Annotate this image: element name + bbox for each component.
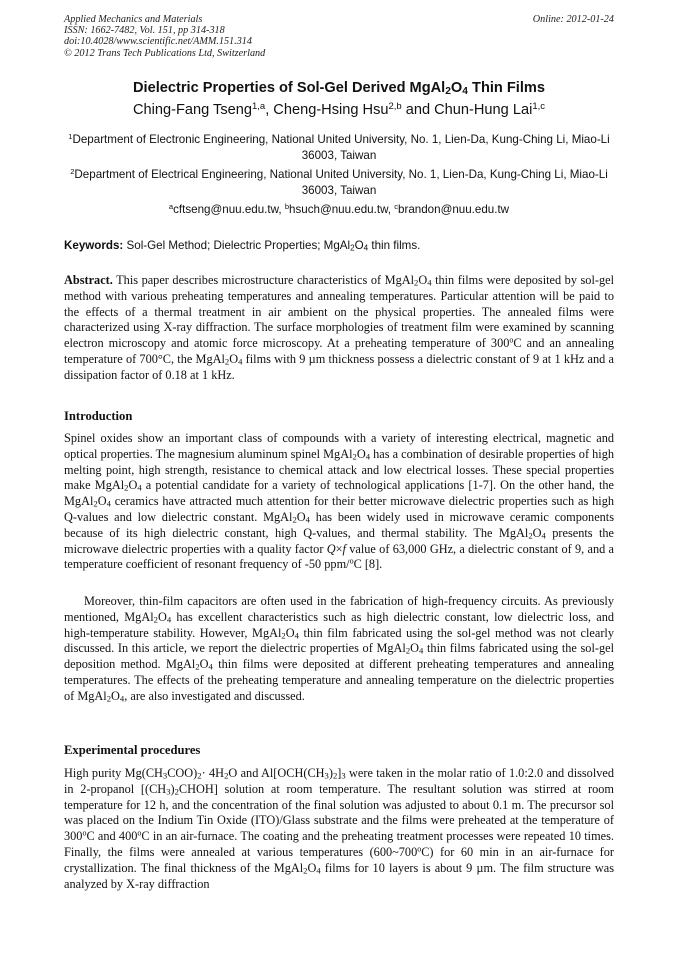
abstract-label: Abstract. xyxy=(64,273,113,287)
introduction-paragraph-2: Moreover, thin-film capacitors are often used in the fabrication of high-frequency circuits. As previously mentioned, $MgAl_2O_4$ has excellent characteristics such as high dielectric constant, low dielectric loss, and high-temperature stability. However, $MgAl_2O_4$ thin film fabricated using the sol-gel method was not clearly discussed. In this article, we report the dielectric properties of $MgAl_2O_4$ thin films fabricated using the sol-gel deposition method. $MgAl_2O_4$ thin films were deposited at different preheating temperatures and annealing temperatures. The effects of the preheating temperature and annealing temperature on the dielectric properties of $MgAl_2O_4$, are also investigated and discussed. xyxy=(64,594,615,704)
paper-authors: Ching-Fang Tseng$^{1,a}$, Cheng-Hsing Hsu$^{2,b}$ and Chun-Hung Lai$^{1,c}$ xyxy=(133,100,545,118)
experimental-heading: Experimental procedures xyxy=(64,743,201,757)
journal-issn: ISSN: 1662-7482, Vol. 151, pp 314-318 xyxy=(64,25,225,37)
journal-copyright: © 2012 Trans Tech Publications Ltd, Switzerland xyxy=(64,47,266,59)
keywords-label: Keywords: xyxy=(64,239,124,252)
experimental-paragraph-1: High purity $Mg(CH_3COO)_2\cdot 4H_2O$ and $Al[OCH(CH_3)_2]_3$ were taken in the molar ratio of 1.0:2.0 and dissolved in 2-propanol $[(CH_3)_2CHOH]$ solution at room temperature. The resultant solution was stirred at room temperature for 12 h, and the concentration of the final solution was adjusted to about 0.1 m. The precursor sol was placed on the Indium Tin Oxide (ITO)/Glass substrate and the films were preheated at the temperature of 300$^o$C and 400$^o$C in an air-furnace. The coating and the preheating treatment processes were repeated 10 times. Finally, the films were annealed at various temperatures (600~700$^o$C) for 60 min in an air-furnace for crystallization. The final thickness of the $MgAl_2O_4$ films for 10 layers is about 9 µm. The film structure was analyzed by X-ray diffraction xyxy=(64,766,614,891)
paper-title: Dielectric Properties of Sol-Gel Derived $MgAl_2O_4$ Thin Films xyxy=(133,80,545,98)
abstract xyxy=(64,273,614,384)
online-date: Online: 2012-01-24 xyxy=(532,14,614,25)
affiliation-1: $^1$Department of Electronic Engineering, National United University, No. 1, Lien-Da, Kung-Ching Li, Miao-Li 36003, Taiwan xyxy=(68,131,610,162)
journal-header xyxy=(64,14,265,59)
keywords-text: Sol-Gel Method; Dielectric Properties; $MgAl_2O_4$ thin films. xyxy=(126,239,421,253)
affiliation-2: $^2$Department of Electrical Engineering, National United University, No. 1, Lien-Da, Kung-Ching Li, Miao-Li 36003, Taiwan xyxy=(70,166,608,197)
journal-name: Applied Mechanics and Materials xyxy=(64,14,203,25)
introduction-paragraph-1: Spinel oxides show an important class of compounds with a variety of interesting electrical, magnetic and optical properties. The magnesium aluminum spinel $MgAl_2O_4$ has a combination of desirable properties of high melting point, high strength, resistance to chemical attack and low electrical losses. These special properties make $MgAl_2O_4$ a potential candidate for a variety of technological applications [1-7]. On the other hand, the $MgAl_2O_4$ ceramics have attracted much attention for their better microwave dielectric properties such as high Q-values and low dielectric constant. $MgAl_2O_4$ has been widely used in microwave ceramic components because of its high dielectric constant, high Q-values, and thermal stability. The $MgAl_2O_4$ presents the microwave dielectric properties with a quality factor Q×f value of 63,000 GHz, a dielectric constant of 9, and a temperature coefficient of resonant frequency of -50 ppm/$^o$C [8]. xyxy=(64,431,615,572)
journal-doi: doi:10.4028/www.scientific.net/AMM.151.314 xyxy=(64,36,252,48)
abstract-text: This paper describes microstructure characteristics of $MgAl_2O_4$ thin films were deposited by sol-gel method with various preheating temperatures and annealing temperatures. Particular attention will be paid to the effects of a thermal treatment in air ambient on the physical properties. The annealed films were characterized using X-ray diffraction. The surface morphologies of treatment film were examined by scanning electron microscopy and atomic force microscopy. At a preheating temperature of 300$^o$C and an annealing temperature of 700°C, the $MgAl_2O_4$ films with 9 µm thickness possess a dielectric constant of 9 at 1 kHz and a dissipation factor of 0.18 at 1 kHz. xyxy=(64,273,614,382)
keywords xyxy=(64,239,420,252)
introduction-heading: Introduction xyxy=(64,409,133,423)
author-emails: $^a$cftseng@nuu.edu.tw, $^b$hsuch@nuu.edu.tw, $^c$brandon@nuu.edu.tw xyxy=(168,201,510,216)
